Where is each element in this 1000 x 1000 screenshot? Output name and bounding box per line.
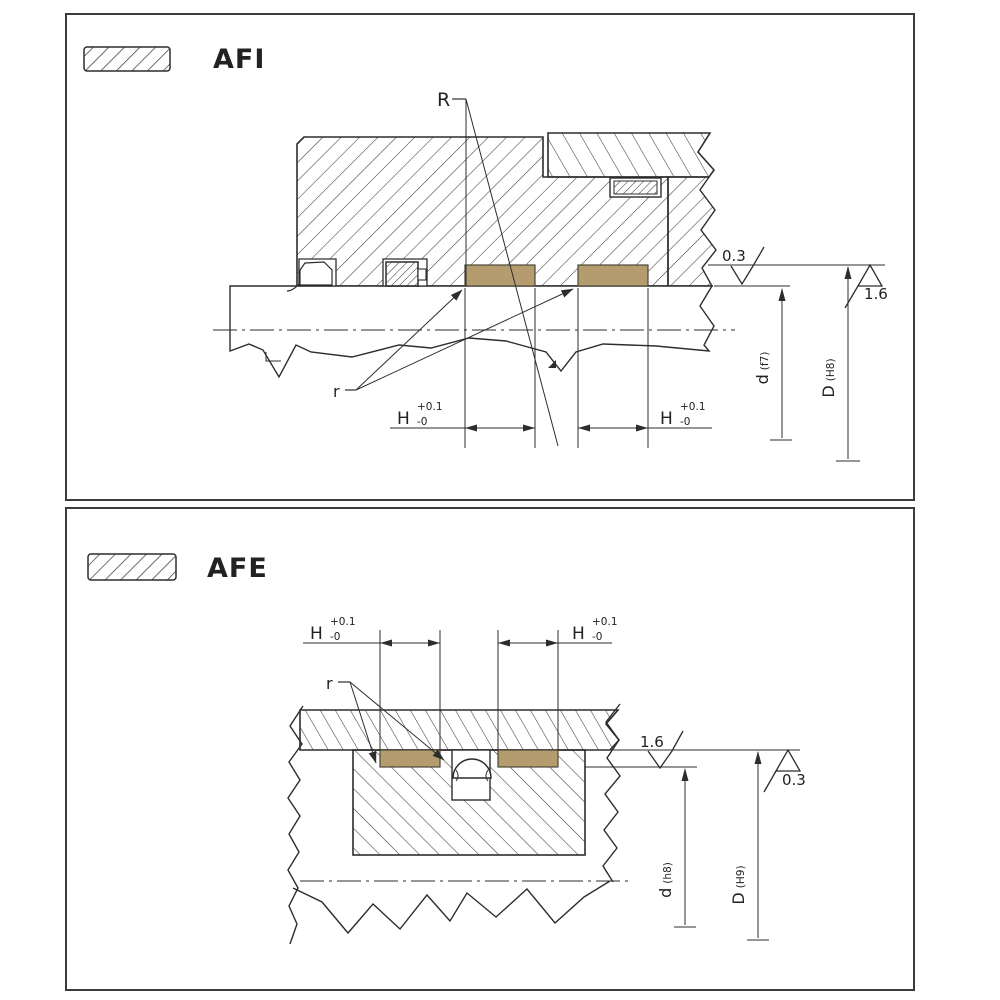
afe-h-label-right: H xyxy=(572,624,585,644)
afe-h-tolminus-right: -0 xyxy=(592,631,603,643)
afi-guide-strip-2 xyxy=(578,265,648,286)
afi-rough-rod-value: 0.3 xyxy=(722,247,746,265)
afi-panel xyxy=(66,14,914,500)
afi-wiper-seal xyxy=(300,262,332,285)
afi-guide-strip-1 xyxy=(465,265,535,286)
afe-rough-groove-value: 1.6 xyxy=(640,733,664,751)
afe-guide-strip-2 xyxy=(498,750,558,767)
afi-rod-seal xyxy=(386,262,418,286)
afi-h-label-right: H xyxy=(660,409,673,429)
afe-rough-bore-value: 0.3 xyxy=(782,771,806,789)
afi-rough-groove-value: 1.6 xyxy=(864,285,888,303)
afi-legend-label: AFI xyxy=(213,44,266,75)
afi-d-label: d(f7) xyxy=(753,351,772,385)
afe-h-tolminus-left: -0 xyxy=(330,631,341,643)
afi-h-tolminus-right: -0 xyxy=(680,416,691,428)
afi-h-label-left: H xyxy=(397,409,410,429)
afi-legend-swatch xyxy=(84,47,170,71)
afe-cylinder-tube xyxy=(300,710,619,750)
afe-h-label-left: H xyxy=(310,624,323,644)
afe-r-label: r xyxy=(326,674,333,693)
afe-legend-swatch xyxy=(88,554,176,580)
afe-d-label: d(h8) xyxy=(656,862,675,898)
afi-D-label: D(H8) xyxy=(819,358,838,398)
afe-panel xyxy=(66,508,914,990)
afi-r-label: r xyxy=(333,382,340,401)
afi-R-label: R xyxy=(437,89,451,111)
afi-end-cap xyxy=(548,133,714,177)
afe-legend-label: AFE xyxy=(207,553,268,584)
afi-h-tolminus-left: -0 xyxy=(417,416,428,428)
afe-h-tolplus-left: +0.1 xyxy=(330,616,356,628)
afe-D-label: D(H9) xyxy=(729,865,748,905)
afe-h-tolplus-right: +0.1 xyxy=(592,616,618,628)
afi-rod-seal-notch xyxy=(418,269,426,280)
afi-h-tolplus-left: +0.1 xyxy=(417,401,443,413)
afe-guide-strip-1 xyxy=(380,750,440,767)
afi-oring xyxy=(614,181,657,194)
afi-h-tolplus-right: +0.1 xyxy=(680,401,706,413)
